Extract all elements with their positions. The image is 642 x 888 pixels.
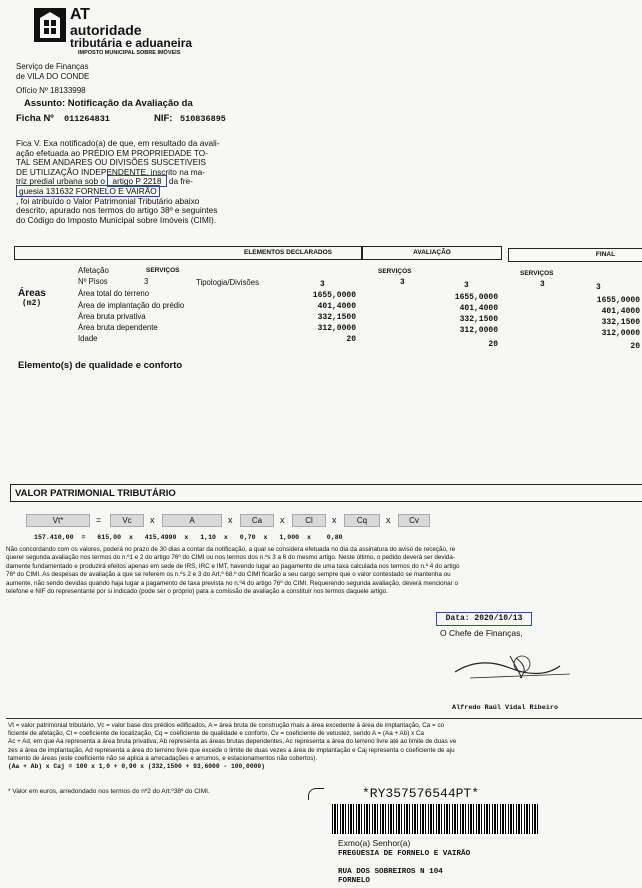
vpt-title-box bbox=[10, 484, 642, 502]
declared-value: 1655,0000 bbox=[312, 291, 356, 300]
final-value: 332,1500 bbox=[601, 318, 640, 327]
subject: Assunto: Notificação da Avaliação da bbox=[24, 98, 193, 109]
intro-paragraph: Fica V. Exa notificado(a) de que, em resultado da avali- ação efetuada ao PRÉDIO EM PROPRIEDADE TO- TAL SEM ANDARES OU DIVISÕES SUSCETIVEIS DE UTILIZAÇÃO INDEPENDENTE, inscrito na ma- triz predial urbana sob o artigo P 2218 da fre- guesia 131632 FORNELO E VAIRÃO , foi atribuído o Valor Patrimonial Tributário abaixo descrito, apurado nos termos do artigo 38º e seguintes do Código do Imposto Municipal sobre Imóveis (CIMI). bbox=[16, 138, 220, 225]
final-header-bar bbox=[508, 248, 642, 262]
declared-header-bar bbox=[14, 246, 362, 260]
at-logo-icon bbox=[34, 8, 66, 42]
formula-x: x bbox=[332, 515, 337, 525]
formula-cq: Cq bbox=[344, 514, 380, 527]
eval-value: 332,1500 bbox=[459, 315, 498, 324]
eval-tipologia: 3 bbox=[400, 279, 405, 287]
brand-subtitle: IMPOSTO MUNICIPAL SOBRE IMÓVEIS bbox=[78, 50, 181, 56]
tipologia-declared: 3 bbox=[320, 281, 325, 289]
formula-eq: = bbox=[96, 515, 102, 525]
row-label-2: Área bruta privativa bbox=[78, 312, 146, 321]
vpt-title: VALOR PATRIMONIAL TRIBUTÁRIO bbox=[15, 488, 176, 499]
artigo-highlight: artigo P 2218 bbox=[107, 175, 166, 187]
recipient-street: RUA DOS SOBREIROS N 104 bbox=[338, 868, 443, 876]
formula-vt: Vt* bbox=[26, 514, 90, 527]
areas-unit: (m2) bbox=[22, 299, 42, 308]
freguesia-highlight: guesia 131632 FORNELO E VAIRÃO bbox=[16, 185, 160, 197]
registered-code: *RY357576544PT* bbox=[362, 786, 480, 801]
formula-vc: Vc bbox=[110, 514, 144, 527]
legend-paragraph: Vt = valor patrimonial tributário, Vc = valor base dos prédios edificados, A = área bruta de construção mais a área excedente à área de implantação, Ca = co ficiente de afetação, Cl = coeficiente de localização, Cq = coeficiente de qualidade e conforto, Cv = coeficiente de vetustez, sendo A = (Aa + Ab) x Ca Ac + Ad, em que Aa representa a área bruta privativa, Ab representa as áreas brutas dependentes, Ac representa a área do terreno livre até ao limite de duas ve zes a área de implantação, Ad representa a área do terreno livre que excede o limite de duas vezes a área de implantação e Caj representa o coeficiente de aju tamento de áreas (este coeficiente não se aplica a arrecadações e arrumos, e estacionamentos não cobertos). (Aa + Ab) x Caj = 100 x 1,0 + 0,90 x (332,1500 + 93,6000 - 100,0000) bbox=[8, 722, 642, 771]
divider bbox=[6, 718, 642, 719]
formula-x: x bbox=[280, 515, 285, 525]
final-value: 20 bbox=[630, 342, 640, 351]
formula-x: x bbox=[386, 515, 391, 525]
recipient-locality: FORNELO bbox=[338, 877, 370, 885]
formula-x: x bbox=[228, 515, 233, 525]
afetacao-label: Afetação bbox=[78, 266, 109, 275]
pisos-value: 3 bbox=[144, 277, 149, 286]
nif-value: 510836895 bbox=[180, 114, 226, 124]
office-line1: Serviço de Finanças bbox=[16, 62, 89, 71]
notice-paragraph: Não concordando com os valores, poderá no prazo de 30 dias a contar da notificação, a qual se considera efetuada no dia da assinatura do aviso de receção, re querer segunda avaliação nos termos do n.º1 e 2 do artigo 76º do CIMI ou nos termos dos n.ºs 3 a 6 do mesmo artigo. Neste último, o pedido deverá ser devida- damente fundamentado e produzirá efeitos apenas em sede de IRS, IRC e IMT, havendo lugar ao pagamento de uma taxa calculada nos termos do n.º 4 do artigo 76º do CIMI. As despesas de avaliação a que se referem os n.ºs 2 e 3 do Art.º 68.º do CIMI ficarão a seu cargo sempre que o valor contestado se mantenha ou aumente, não sendo devidas quando haja lugar a pagamento de taxa prevista no n.º4 do artigo 76º do CIMI. Requerendo segunda avaliação, deverá mencionar o telefone e NIF do representante por si indicado (pode ser o próprio) para a comissão de avaliação a constituir nos termos daquele artigo. bbox=[6, 546, 460, 596]
legend-formula: (Aa + Ab) x Caj = 100 x 1,0 + 0,90 x (332,1500 + 93,6000 - 100,0000) bbox=[8, 763, 265, 771]
footnote: * Valor em euros, arredondado nos termos do nº2 do Art.º38º do CIMI. bbox=[8, 788, 210, 795]
formula-cl: Cl bbox=[292, 514, 326, 527]
final-servicos: SERVIÇOS bbox=[520, 270, 554, 277]
window-corner bbox=[308, 788, 324, 800]
oficio-number: Ofício Nº 18133998 bbox=[16, 86, 86, 95]
date-stamp: Data: 2020/10/13 bbox=[436, 612, 532, 626]
brand-title-3: tributária e aduaneira bbox=[70, 36, 193, 50]
eval-value: 20 bbox=[488, 340, 498, 349]
eval-header: AVALIAÇÃO bbox=[413, 249, 451, 256]
office-line2: de VILA DO CONDE bbox=[16, 72, 90, 81]
declared-value: 401,4000 bbox=[317, 302, 356, 311]
final-tipologia: 3 bbox=[540, 281, 545, 289]
ficha-value: 011264831 bbox=[64, 114, 110, 124]
eval-tipologia-2: 3 bbox=[464, 282, 469, 290]
eval-servicos: SERVIÇOS bbox=[378, 268, 412, 275]
eval-value: 1655,0000 bbox=[454, 293, 498, 302]
signature-icon bbox=[450, 648, 580, 688]
nif-label: NIF: bbox=[154, 113, 173, 124]
formula-a: A bbox=[162, 514, 222, 527]
pisos-label: Nº Pisos bbox=[78, 277, 108, 286]
chief-label: O Chefe de Finanças, bbox=[440, 628, 523, 638]
formula-x: x bbox=[150, 515, 155, 525]
final-value: 312,0000 bbox=[601, 329, 640, 338]
brand-title-2: autoridade bbox=[70, 22, 142, 38]
row-label-4: Idade bbox=[78, 334, 98, 343]
barcode bbox=[332, 804, 538, 834]
salutation: Exmo(a) Senhor(a) bbox=[338, 838, 411, 848]
row-label-3: Área bruta dependente bbox=[78, 323, 158, 332]
declared-value: 20 bbox=[346, 335, 356, 344]
ficha-label: Ficha Nº bbox=[16, 113, 54, 124]
formula-cv: Cv bbox=[398, 514, 430, 527]
row-label-1: Área de implantação do prédio bbox=[78, 301, 185, 310]
declared-value: 332,1500 bbox=[317, 313, 356, 322]
eval-value: 312,0000 bbox=[459, 326, 498, 335]
tipologia-label: Tipologia/Divisões bbox=[196, 278, 259, 287]
eval-value: 401,4000 bbox=[459, 304, 498, 313]
recipient-name: FREGUESIA DE FORNELO E VAIRÃO bbox=[338, 850, 471, 858]
eval-header-bar bbox=[362, 246, 502, 260]
row-label-0: Área total do terreno bbox=[78, 289, 150, 298]
chief-name: Alfredo Raúl Vidal Ribeiro bbox=[452, 704, 559, 712]
areas-label: Áreas bbox=[18, 288, 46, 299]
final-value: 401,4000 bbox=[601, 307, 640, 316]
formula-ca: Ca bbox=[240, 514, 274, 527]
declared-value: 312,0000 bbox=[317, 324, 356, 333]
declared-header: ELEMENTOS DECLARADOS bbox=[244, 249, 332, 256]
brand-title: AT bbox=[70, 6, 90, 23]
final-header: FINAL bbox=[595, 251, 616, 258]
final-tipologia-2: 3 bbox=[596, 284, 601, 292]
vpt-values: 157.410,00 = 615,00 x 415,4990 x 1,10 x 0,70 x 1,000 x 0,80 bbox=[34, 534, 343, 541]
afetacao-value: SERVIÇOS bbox=[146, 267, 180, 274]
quality-title: Elemento(s) de qualidade e conforto bbox=[18, 360, 183, 371]
final-value: 1655,0000 bbox=[596, 296, 640, 305]
